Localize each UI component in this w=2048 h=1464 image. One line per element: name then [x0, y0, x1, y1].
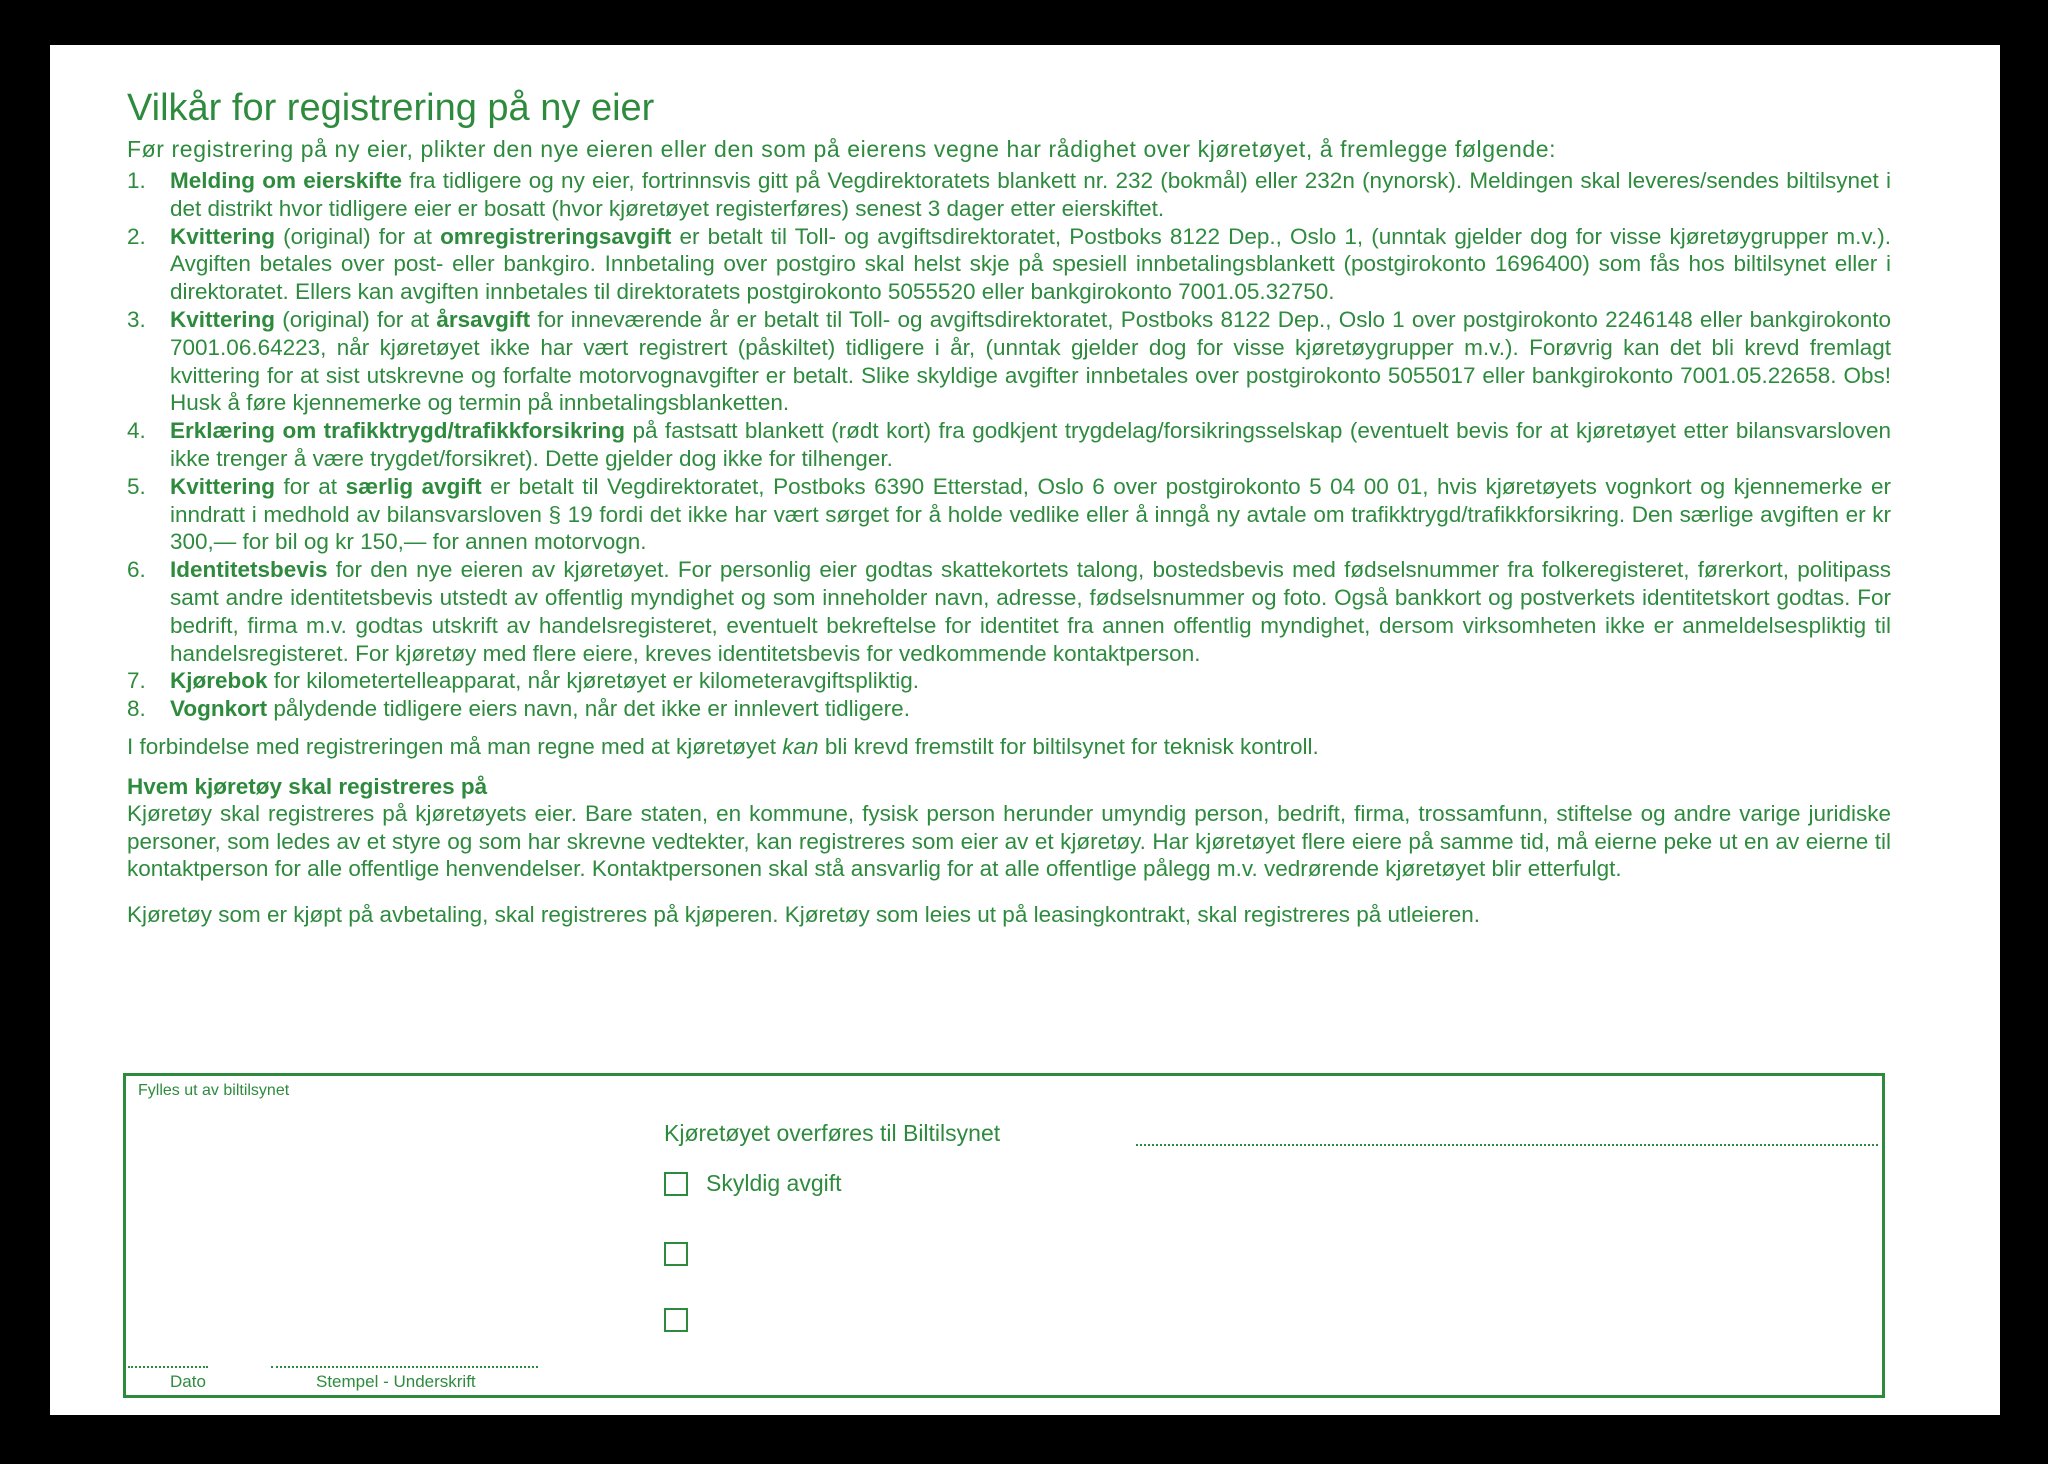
page-title: Vilkår for registrering på ny eier — [127, 87, 655, 129]
office-box-title: Fylles ut av biltilsynet — [138, 1082, 290, 1099]
checkbox-row-2 — [664, 1242, 688, 1266]
list-item: 6. Identitetsbevis for den nye eieren av kjøretøyet. For personlig eier godtas skattekortets talong, bostedsbevis med fødselsnummer fra folkeregisteret, førerkort, politipass samt andre identitetsbevis utstedt av offentlig myndighet og som inneholder navn, adresse, fødselsnummer og foto. Også bankkort og postverkets identitetskort godtas. For bedrift, firma m.v. godtas utskrift av handelsregisteret, eventuelt bekreftelse for identitet fra annen offentlig myndighet, dersom virksomheten ikke er anmeldelsespliktig til handelsregisteret. For kjøretøy med flere eiere, kreves identitetsbevis for vedkommende kontaktperson. — [127, 557, 1891, 666]
who-heading: Hvem kjøretøy skal registreres på — [127, 773, 488, 799]
list-item: 8. Vognkort pålydende tidligere eiers navn, når det ikke er innlevert tidligere. — [127, 696, 910, 722]
office-use-box — [123, 1073, 1885, 1398]
checkbox-row-3 — [664, 1308, 688, 1332]
list-item: 1. Melding om eierskifte fra tidligere og ny eier, fortrinnsvis gitt på Vegdirektoratets blankett nr. 232 (bokmål) eller 232n (nynorsk). Meldingen skal leveres/sendes biltilsynet i det distrikt hvor tidligere eier er bosatt (hvor kjøretøyet registerføres) senest 3 dager etter eierskiftet. — [127, 168, 1891, 221]
signature-field[interactable] — [271, 1366, 538, 1368]
list-item: 7. Kjørebok for kilometertelleapparat, når kjøretøyet er kilometeravgiftspliktig. — [127, 668, 920, 694]
list-item: 3. Kvittering (original) for at årsavgift for inneværende år er betalt til Toll- og avgiftsdirektoratet, Postboks 8122 Dep., Oslo 1 over postgirokonto 2246148 eller bankgirokonto 7001.06.64223, når kjøretøyet ikke har vært registrert (påskiltet) tidligere i år, (unntak gjelder dog for visse kjøretøygrupper m.v.). Forøvrig kan det bli krevd fremlagt kvittering for at sist utskrevne og forfalte motorvognavgifter er betalt. Slike skyldige avgifter innbetales over postgirokonto 5055017 eller bankgirokonto 7001.05.22658. Obs! Husk å føre kjennemerke og termin på innbetalingsblanketten. — [127, 306, 1891, 416]
inspection-note: I forbindelse med registreringen må man regne med at kjøretøyet kan bli krevd fremstilt for biltilsynet for teknisk kontroll. — [127, 733, 1319, 759]
requirements-list — [127, 167, 1891, 723]
conditions-section — [127, 85, 1891, 929]
stamp-signature-label: Stempel - Underskrift — [316, 1372, 476, 1391]
document-card — [50, 45, 2000, 1415]
transfer-label: Kjøretøyet overføres til Biltilsynet — [664, 1120, 1001, 1146]
leasing-text: Kjøretøy som er kjøpt på avbetaling, skal registreres på kjøperen. Kjøretøy som leies ut på leasingkontrakt, skal registreres på utleieren. — [127, 902, 1481, 928]
date-label: Dato — [170, 1372, 206, 1391]
skyldig-avgift-label: Skyldig avgift — [706, 1170, 842, 1196]
who-text: Kjøretøy skal registreres på kjøretøyets eier. Bare staten, en kommune, fysisk person herunder umyndig person, bedrift, firma, trossamfunn, stiftelse og andre varige juridiske personer, som ledes av et styre og som har skrevne vedtekter, kan registreres som eier av et kjøretøy. Har kjøretøyet flere eiere på samme tid, må eierne peke ut en av eierne til kontaktperson for alle offentlige henvendelser. Kontaktpersonen skal stå ansvarlig for at alle offentlige pålegg m.v. vedrørende kjøretøyet blir etterfulgt. — [127, 800, 1891, 882]
list-item: 4. Erklæring om trafikktrygd/trafikkforsikring på fastsatt blankett (rødt kort) fra godkjent trygdelag/forsikringsselskap (eventuelt bevis for at kjøretøyet etter bilansvarsloven ikke trenger å være trygdet/forsikret). Dette gjelder dog ikke for tilhenger. — [127, 418, 1891, 471]
intro-text: Før registrering på ny eier, plikter den nye eieren eller den som på eierens vegne har rådighet over kjøretøyet, å fremlegge følgende: — [127, 136, 1557, 162]
date-field[interactable] — [128, 1366, 208, 1368]
list-item: 5. Kvittering for at særlig avgift er betalt til Vegdirektoratet, Postboks 6390 Etterstad, Oslo 6 over postgirokonto 5 04 00 01, hvis kjøretøyets vognkort og kjennemerke er inndratt i medhold av bilansvarsloven § 19 fordi det ikke har vært sørget for å holde vedlike eller å inngå ny avtale om trafikktrygd/trafikkforsikring. Den særlige avgiften er kr 300,— for bil og kr 150,— for annen motorvogn. — [127, 473, 1892, 555]
blank-checkbox-2[interactable] — [664, 1242, 688, 1266]
blank-checkbox-3[interactable] — [664, 1308, 688, 1332]
skyldig-avgift-checkbox[interactable] — [664, 1172, 688, 1196]
list-item: 2. Kvittering (original) for at omregistreringsavgift er betalt til Toll- og avgiftsdirektoratet, Postboks 8122 Dep., Oslo 1, (unntak gjelder dog for visse kjøretøygrupper m.v.). Avgiften betales over post- eller bankgiro. Innbetaling over postgiro skal helst skje på spesiell innbetalingsblankett (postgirokonto 1696400) som fås hos biltilsynet eller i direktoratet. Ellers kan avgiften innbetales til direktoratets postgirokonto 5055520 eller bankgirokonto 7001.05.32750. — [127, 223, 1892, 305]
checkbox-row-skyldig-avgift — [664, 1170, 842, 1197]
transfer-field[interactable] — [1136, 1144, 1878, 1146]
